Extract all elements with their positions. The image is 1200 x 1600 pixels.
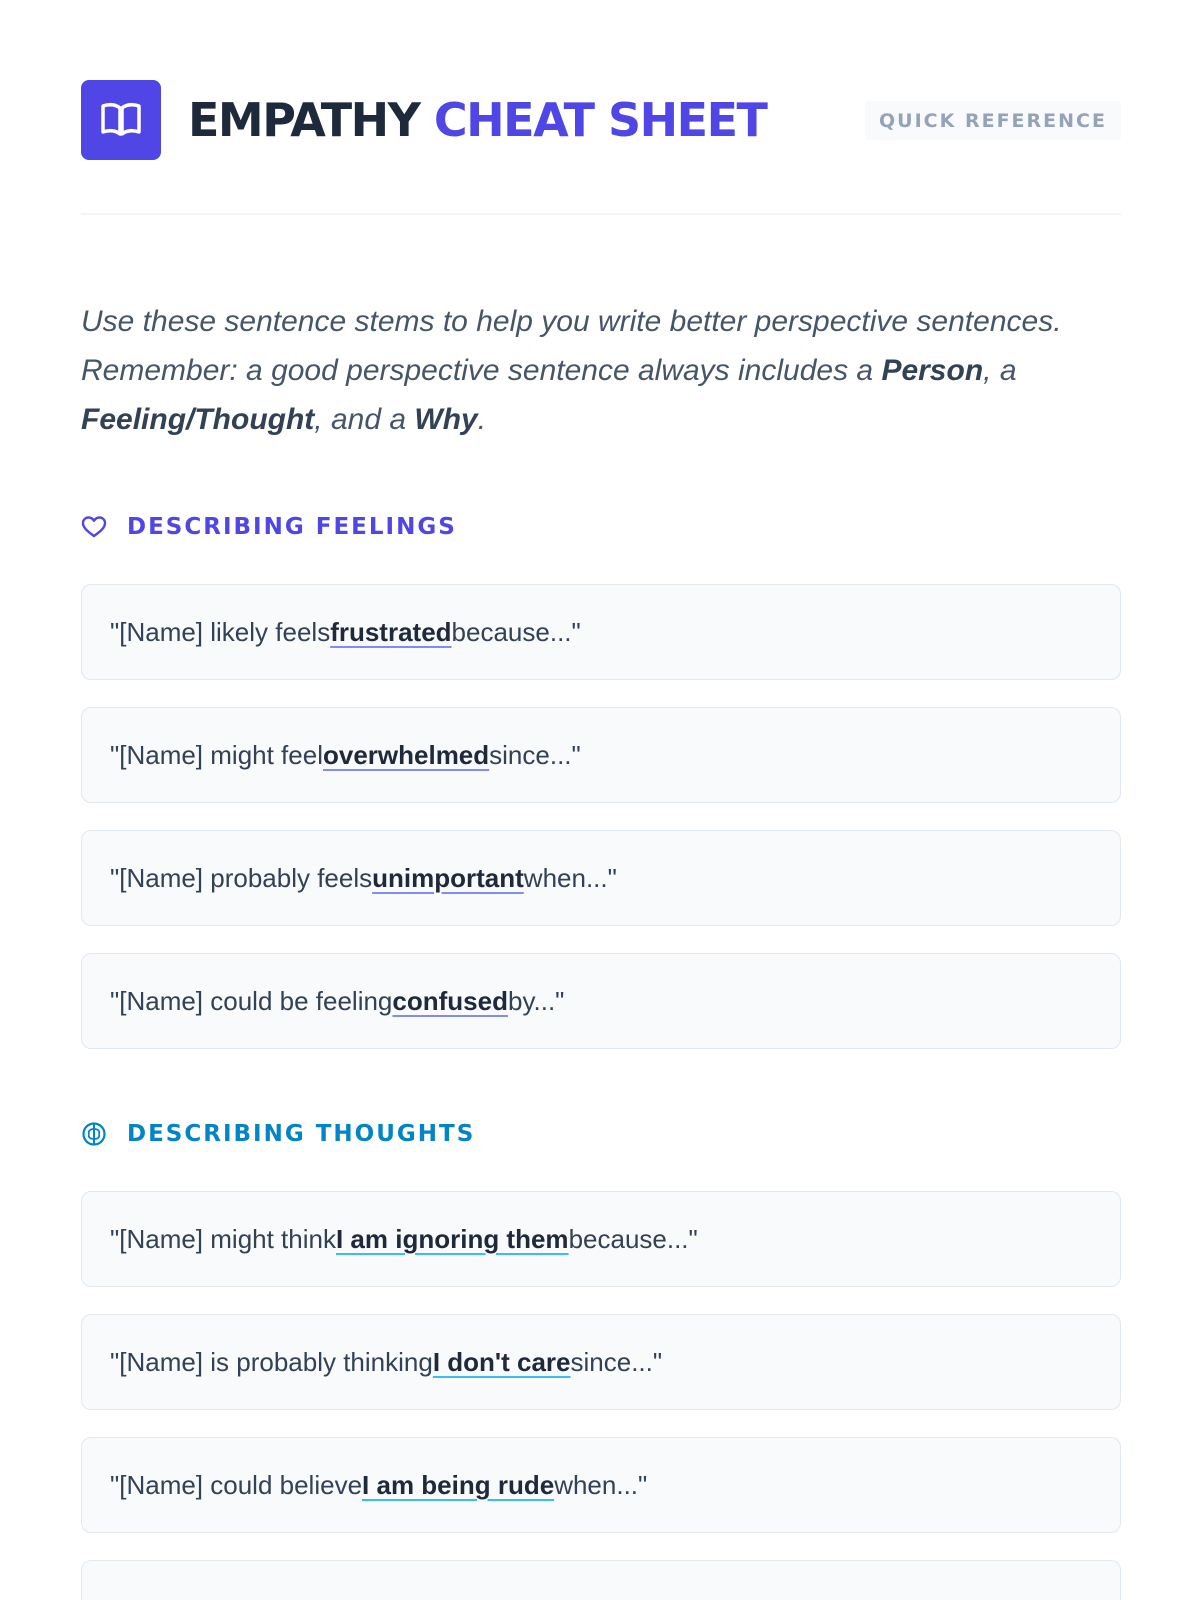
section-heading-label: DESCRIBING THOUGHTS bbox=[127, 1121, 476, 1147]
stem-suffix: by..." bbox=[507, 985, 565, 1016]
sentence-stem-card bbox=[81, 1437, 1121, 1533]
title-accent: CHEAT SHEET bbox=[433, 93, 767, 147]
stem-suffix: when..." bbox=[554, 1469, 648, 1500]
page-title bbox=[188, 94, 766, 146]
stem-suffix: because..." bbox=[451, 616, 581, 647]
sentence-stem-card bbox=[81, 830, 1121, 926]
intro-bold-why: Why bbox=[414, 403, 478, 436]
sentence-stem-card bbox=[81, 1314, 1121, 1410]
intro-paragraph bbox=[81, 297, 1121, 444]
stem-keyword: confused bbox=[392, 985, 508, 1016]
section-heading-thoughts bbox=[81, 1117, 475, 1151]
stem-suffix: since..." bbox=[489, 739, 581, 770]
sentence-stem-card bbox=[81, 953, 1121, 1049]
stem-prefix: "[Name] might feel bbox=[110, 739, 323, 770]
stem-prefix: "[Name] might think bbox=[110, 1223, 336, 1254]
header bbox=[81, 80, 1121, 160]
brain-icon bbox=[81, 1121, 107, 1147]
stem-keyword: overwhelmed bbox=[322, 739, 490, 770]
book-icon bbox=[81, 80, 161, 160]
stem-keyword: I don't care bbox=[432, 1346, 571, 1377]
intro-text-d: . bbox=[477, 403, 487, 436]
stem-suffix: since..." bbox=[570, 1346, 663, 1377]
intro-text-c: , and a bbox=[314, 403, 415, 436]
heart-icon bbox=[81, 514, 107, 540]
stem-prefix: "[Name] likely feels bbox=[110, 616, 331, 647]
sentence-stem-card bbox=[81, 707, 1121, 803]
section-heading-label: DESCRIBING FEELINGS bbox=[127, 514, 457, 540]
stem-keyword: I am being rude bbox=[362, 1469, 555, 1500]
stem-suffix: because..." bbox=[568, 1223, 698, 1254]
stem-keyword: I am ignoring them bbox=[335, 1223, 569, 1254]
stem-keyword: unimportant bbox=[372, 862, 524, 893]
sentence-stem-card-partial bbox=[81, 1560, 1121, 1600]
sentence-stem-card bbox=[81, 584, 1121, 680]
intro-bold-person: Person bbox=[881, 354, 984, 387]
stem-prefix: "[Name] could believe bbox=[110, 1469, 363, 1500]
sentence-stem-card bbox=[81, 1191, 1121, 1287]
intro-bold-feeling: Feeling/Thought bbox=[81, 403, 315, 436]
stem-keyword: frustrated bbox=[330, 616, 452, 647]
stem-suffix: when..." bbox=[523, 862, 617, 893]
title-main: EMPATHY bbox=[188, 93, 420, 147]
intro-text-b: , a bbox=[983, 354, 1017, 387]
stem-prefix: "[Name] could be feeling bbox=[110, 985, 393, 1016]
stem-prefix: "[Name] probably feels bbox=[110, 862, 373, 893]
intro-text-a: Use these sentence stems to help you write better perspective sentences. Remember: a good perspective sentence always includes a bbox=[81, 305, 1062, 387]
header-divider bbox=[81, 213, 1121, 215]
section-heading-feelings bbox=[81, 510, 457, 544]
quick-reference-badge: QUICK REFERENCE bbox=[865, 101, 1121, 140]
stem-prefix: "[Name] is probably thinking bbox=[110, 1346, 433, 1377]
